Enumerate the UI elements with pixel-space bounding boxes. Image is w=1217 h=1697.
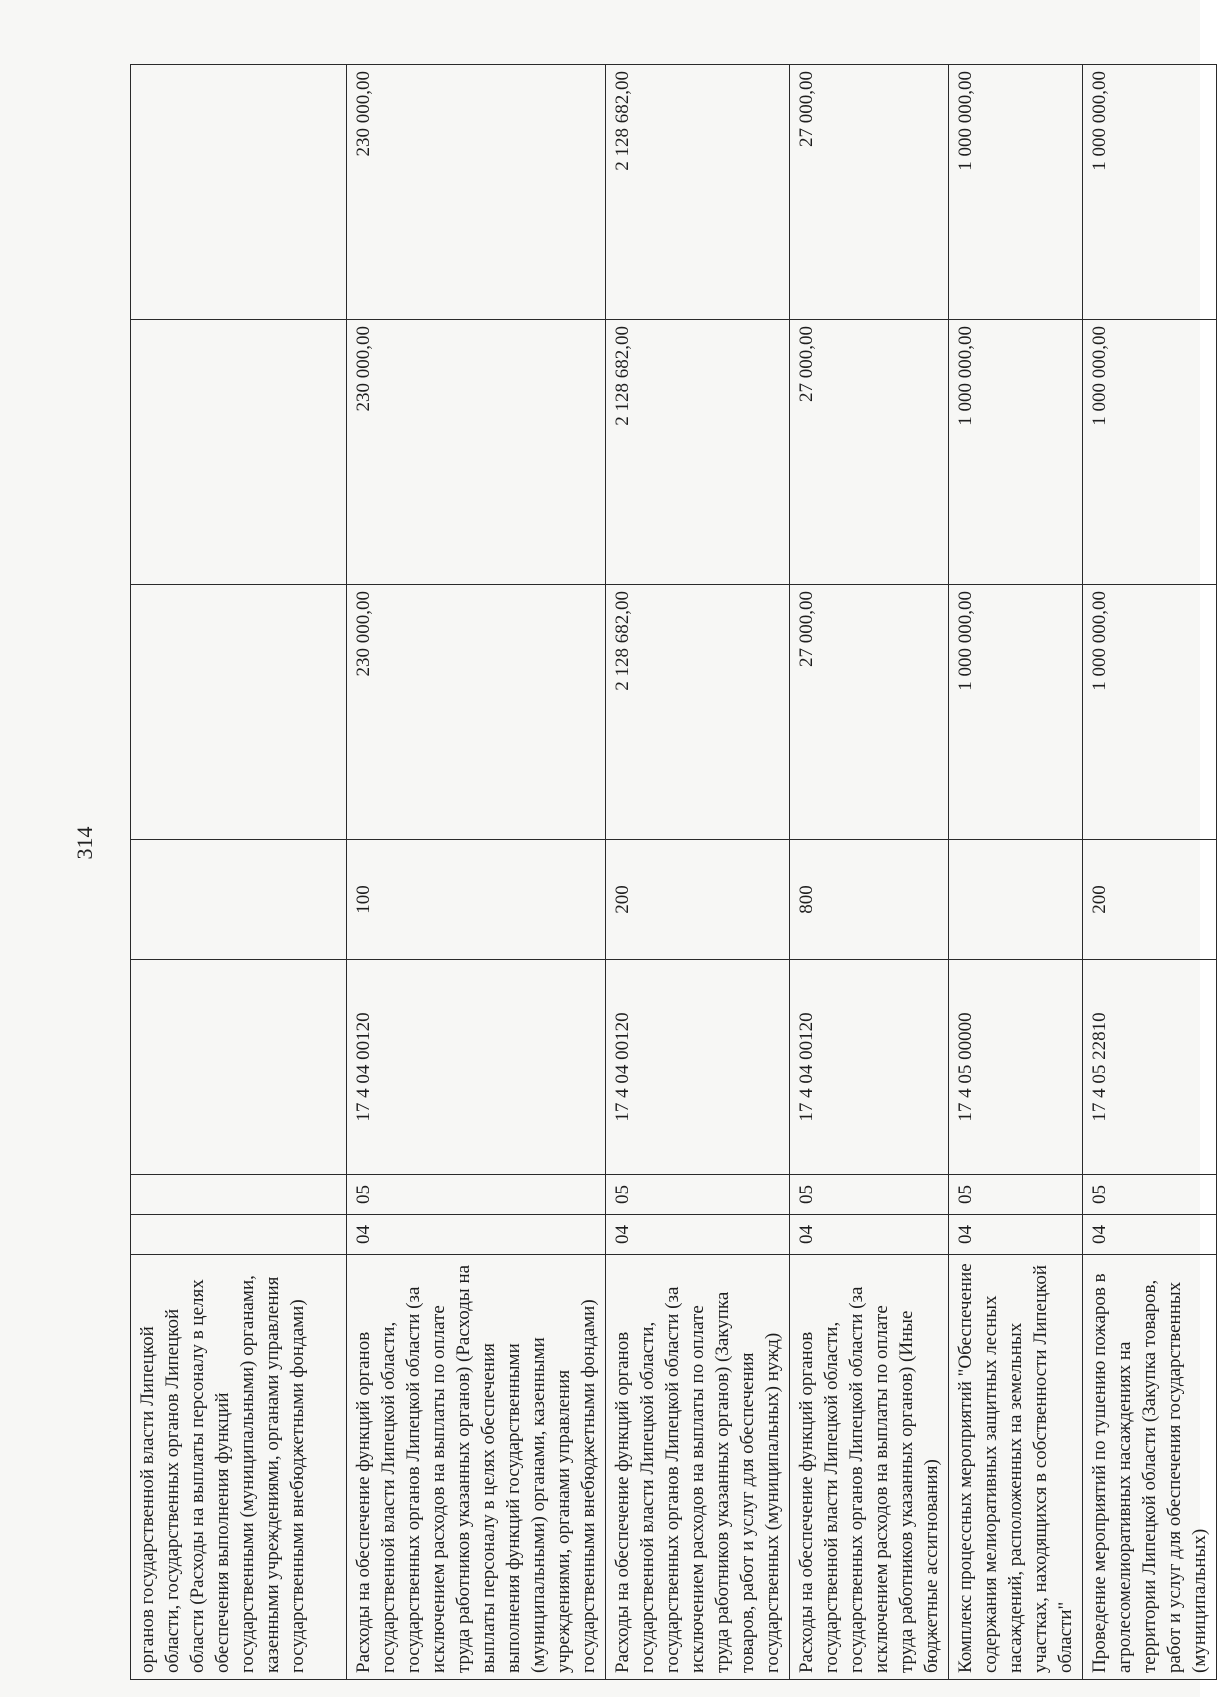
cell-subsection: 05 [1083,1175,1217,1215]
cell-target-article: 17 4 04 00120 [347,960,606,1175]
cell-amount-1 [131,585,347,840]
page-number: 314 [72,826,97,860]
cell-amount-3: 27 000,00 [790,65,949,320]
cell-amount-3: 1 000 000,00 [949,65,1083,320]
cell-amount-3 [131,65,347,320]
cell-expense-type: 800 [790,840,949,960]
cell-section: 04 [347,1215,606,1255]
row-description: Расходы на обеспечение функций органов государственной власти Липецкой области, государственных органов Липецкой области (за исключением расходов на выплаты по оплате труда работников указанных органов) (Закупка товаров, работ и услуг для обеспечения государственных (муниципальных) нужд) [606,1255,790,1680]
cell-expense-type [949,840,1083,960]
cell-amount-1: 2 128 682,00 [606,585,790,840]
row-description: Расходы на обеспечение функций органов государственной власти Липецкой области, государственных органов Липецкой области (за исключением расходов на выплаты по оплате труда работников указанных органов) (Иные бюджетные ассигнования) [790,1255,949,1680]
cell-amount-2 [131,320,347,585]
rotated-table-wrapper [130,65,1210,1680]
cell-expense-type [131,840,347,960]
cell-amount-2: 1 000 000,00 [1083,320,1217,585]
cell-section [131,1215,347,1255]
cell-target-article: 17 4 05 00000 [949,960,1083,1175]
table-row [790,65,949,1680]
row-description: Проведение мероприятий по тушению пожаров в агролесомелиоративных насаждениях на территории Липецкой области (Закупка товаров, работ и услуг для обеспечения государственных (муниципальных) [1083,1255,1217,1680]
row-description: Комплекс процессных мероприятий "Обеспечение содержания мелиоративных защитных лесных насаждений, расположенных на земельных участках, находящихся в собственности Липецкой области" [949,1255,1083,1680]
cell-section: 04 [1083,1215,1217,1255]
cell-expense-type: 200 [1083,840,1217,960]
cell-subsection: 05 [606,1175,790,1215]
cell-amount-2: 230 000,00 [347,320,606,585]
cell-amount-2: 2 128 682,00 [606,320,790,585]
cell-subsection [131,1175,347,1215]
row-description: Расходы на обеспечение функций органов государственной власти Липецкой области, государственных органов Липецкой области (за исключением расходов на выплаты по оплате труда работников указанных органов) (Расходы на выплаты персоналу в целях обеспечения выполнения функций государственными (муниципальными) органами, казенными учреждениями, органами управления государственными внебюджетными фондами) [347,1255,606,1680]
cell-target-article: 17 4 05 22810 [1083,960,1217,1175]
cell-amount-1: 27 000,00 [790,585,949,840]
cell-amount-3: 2 128 682,00 [606,65,790,320]
cell-expense-type: 100 [347,840,606,960]
budget-table [130,64,1217,1680]
table-row [949,65,1083,1680]
cell-subsection: 05 [347,1175,606,1215]
table-row [606,65,790,1680]
cell-section: 04 [949,1215,1083,1255]
cell-expense-type: 200 [606,840,790,960]
cell-amount-2: 1 000 000,00 [949,320,1083,585]
row-description: органов государственной власти Липецкой области, государственных органов Липецкой области (Расходы на выплаты персоналу в целях обеспечения выполнения функций государственными (муниципальными) органами, казенными учреждениями, органами управления государственными внебюджетными фондами) [131,1255,347,1680]
cell-section: 04 [790,1215,949,1255]
cell-target-article: 17 4 04 00120 [606,960,790,1175]
table-row [347,65,606,1680]
cell-amount-3: 1 000 000,00 [1083,65,1217,320]
cell-subsection: 05 [790,1175,949,1215]
cell-subsection: 05 [949,1175,1083,1215]
cell-amount-2: 27 000,00 [790,320,949,585]
cell-amount-1: 230 000,00 [347,585,606,840]
cell-target-article [131,960,347,1175]
table-row [131,65,347,1680]
cell-amount-1: 1 000 000,00 [949,585,1083,840]
cell-amount-3: 230 000,00 [347,65,606,320]
table-row [1083,65,1217,1680]
cell-amount-1: 1 000 000,00 [1083,585,1217,840]
cell-target-article: 17 4 04 00120 [790,960,949,1175]
cell-section: 04 [606,1215,790,1255]
